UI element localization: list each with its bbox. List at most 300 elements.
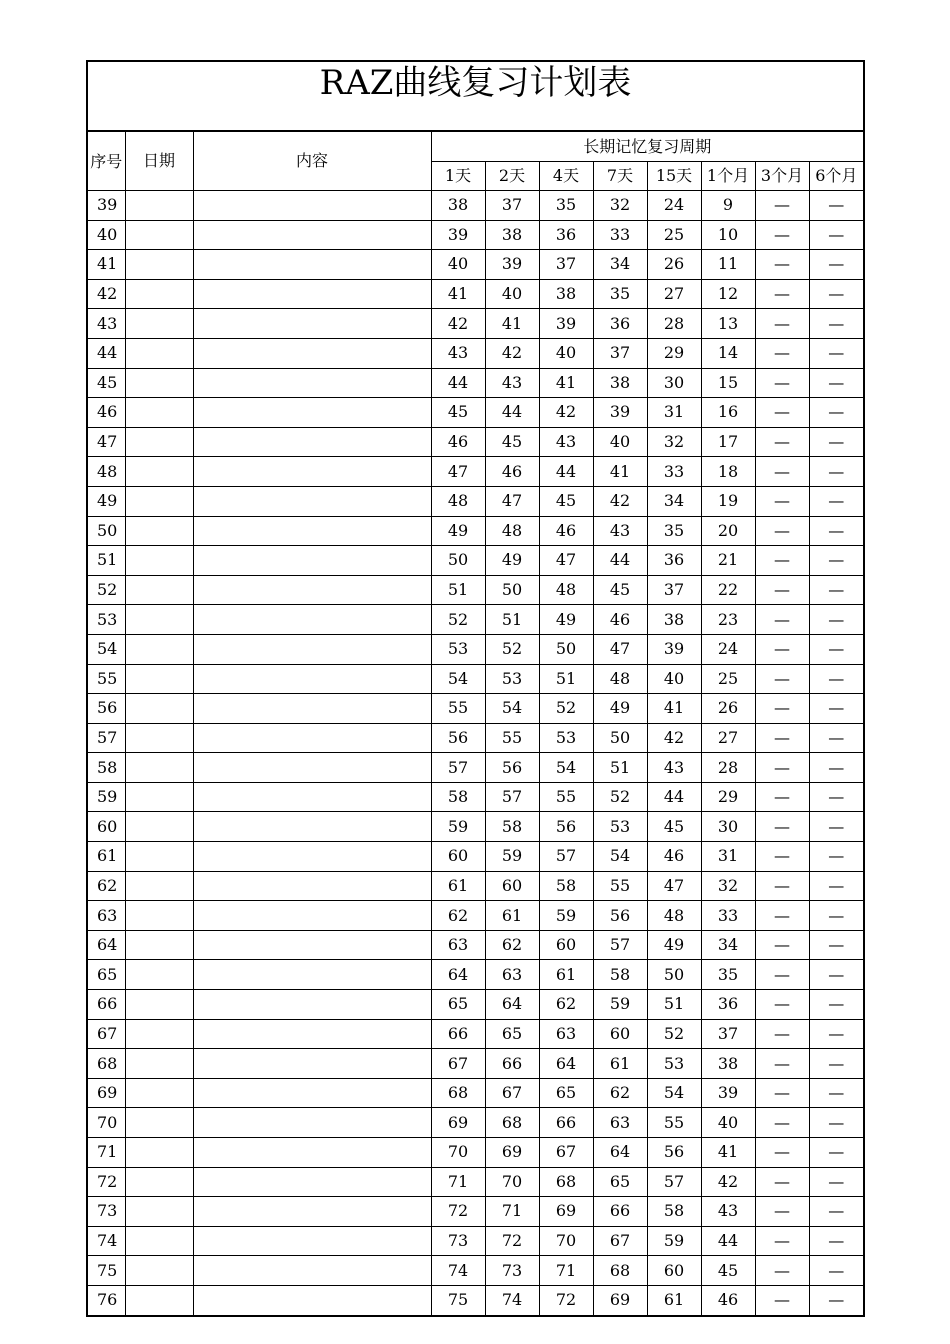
review-15-days: 56 (647, 1138, 701, 1168)
row-content-cell[interactable] (193, 1197, 431, 1227)
table-row (87, 427, 864, 457)
row-content-cell[interactable] (193, 457, 431, 487)
row-seq: 55 (87, 664, 125, 694)
review-7-days: 58 (593, 960, 647, 990)
review-7-days: 67 (593, 1226, 647, 1256)
review-1-day: 62 (431, 901, 485, 931)
row-date-cell[interactable] (125, 930, 193, 960)
review-3-months: — (755, 486, 809, 516)
review-3-months: — (755, 634, 809, 664)
review-7-days: 59 (593, 990, 647, 1020)
review-7-days: 64 (593, 1138, 647, 1168)
review-3-months: — (755, 1197, 809, 1227)
row-content-cell[interactable] (193, 990, 431, 1020)
review-3-months: — (755, 368, 809, 398)
row-seq: 71 (87, 1138, 125, 1168)
review-1-day: 72 (431, 1197, 485, 1227)
review-4-days: 66 (539, 1108, 593, 1138)
row-date-cell[interactable] (125, 842, 193, 872)
review-1-day: 42 (431, 309, 485, 339)
review-2-days: 72 (485, 1226, 539, 1256)
review-2-days: 65 (485, 1019, 539, 1049)
table-row (87, 1197, 864, 1227)
row-content-cell[interactable] (193, 1285, 431, 1315)
row-content-cell[interactable] (193, 516, 431, 546)
review-6-months: — (809, 782, 864, 812)
row-content-cell[interactable] (193, 368, 431, 398)
review-15-days: 44 (647, 782, 701, 812)
review-15-days: 47 (647, 871, 701, 901)
row-date-cell[interactable] (125, 634, 193, 664)
row-content-cell[interactable] (193, 1078, 431, 1108)
review-15-days: 32 (647, 427, 701, 457)
review-7-days: 63 (593, 1108, 647, 1138)
review-1-day: 60 (431, 842, 485, 872)
row-content-cell[interactable] (193, 220, 431, 250)
header-period-2-days: 2天 (485, 162, 539, 191)
row-date-cell[interactable] (125, 990, 193, 1020)
review-4-days: 62 (539, 990, 593, 1020)
row-content-cell[interactable] (193, 191, 431, 221)
row-seq: 48 (87, 457, 125, 487)
row-date-cell[interactable] (125, 1049, 193, 1079)
row-seq: 46 (87, 398, 125, 428)
review-6-months: — (809, 871, 864, 901)
header-date: 日期 (125, 131, 193, 191)
row-seq: 58 (87, 753, 125, 783)
review-1-month: 9 (701, 191, 755, 221)
review-1-month: 43 (701, 1197, 755, 1227)
row-content-cell[interactable] (193, 960, 431, 990)
review-7-days: 40 (593, 427, 647, 457)
row-content-cell[interactable] (193, 634, 431, 664)
row-content-cell[interactable] (193, 1138, 431, 1168)
review-7-days: 45 (593, 575, 647, 605)
row-content-cell[interactable] (193, 1167, 431, 1197)
table-row (87, 960, 864, 990)
review-3-months: — (755, 220, 809, 250)
review-1-day: 44 (431, 368, 485, 398)
review-7-days: 61 (593, 1049, 647, 1079)
review-1-month: 39 (701, 1078, 755, 1108)
review-3-months: — (755, 1078, 809, 1108)
row-content-cell[interactable] (193, 1108, 431, 1138)
review-1-month: 22 (701, 575, 755, 605)
row-content-cell[interactable] (193, 694, 431, 724)
review-4-days: 42 (539, 398, 593, 428)
row-date-cell[interactable] (125, 901, 193, 931)
row-date-cell[interactable] (125, 220, 193, 250)
review-7-days: 48 (593, 664, 647, 694)
review-6-months: — (809, 279, 864, 309)
row-content-cell[interactable] (193, 546, 431, 576)
review-1-month: 36 (701, 990, 755, 1020)
table-row (87, 516, 864, 546)
review-1-day: 51 (431, 575, 485, 605)
review-6-months: — (809, 516, 864, 546)
review-15-days: 45 (647, 812, 701, 842)
row-content-cell[interactable] (193, 1019, 431, 1049)
header-period-6-months: 6个月 (809, 162, 864, 191)
row-seq: 50 (87, 516, 125, 546)
review-1-month: 14 (701, 338, 755, 368)
review-6-months: — (809, 546, 864, 576)
row-date-cell[interactable] (125, 960, 193, 990)
review-1-day: 55 (431, 694, 485, 724)
row-content-cell[interactable] (193, 1049, 431, 1079)
review-2-days: 58 (485, 812, 539, 842)
review-15-days: 53 (647, 1049, 701, 1079)
row-date-cell[interactable] (125, 1167, 193, 1197)
review-6-months: — (809, 457, 864, 487)
row-seq: 56 (87, 694, 125, 724)
row-seq: 65 (87, 960, 125, 990)
review-1-day: 47 (431, 457, 485, 487)
review-15-days: 37 (647, 575, 701, 605)
review-15-days: 35 (647, 516, 701, 546)
row-date-cell[interactable] (125, 398, 193, 428)
review-3-months: — (755, 1285, 809, 1315)
row-date-cell[interactable] (125, 1226, 193, 1256)
row-seq: 72 (87, 1167, 125, 1197)
row-content-cell[interactable] (193, 338, 431, 368)
review-1-month: 17 (701, 427, 755, 457)
row-date-cell[interactable] (125, 191, 193, 221)
review-1-month: 29 (701, 782, 755, 812)
review-4-days: 71 (539, 1256, 593, 1286)
header-period-7-days: 7天 (593, 162, 647, 191)
row-date-cell[interactable] (125, 427, 193, 457)
header-seq: 序号 (87, 131, 125, 191)
row-seq: 67 (87, 1019, 125, 1049)
review-1-month: 31 (701, 842, 755, 872)
review-7-days: 49 (593, 694, 647, 724)
review-7-days: 46 (593, 605, 647, 635)
row-seq: 68 (87, 1049, 125, 1079)
row-date-cell[interactable] (125, 753, 193, 783)
review-1-month: 46 (701, 1285, 755, 1315)
row-seq: 49 (87, 486, 125, 516)
row-date-cell[interactable] (125, 1285, 193, 1315)
review-7-days: 52 (593, 782, 647, 812)
review-6-months: — (809, 634, 864, 664)
row-seq: 73 (87, 1197, 125, 1227)
review-6-months: — (809, 990, 864, 1020)
review-3-months: — (755, 990, 809, 1020)
review-7-days: 43 (593, 516, 647, 546)
table-row (87, 723, 864, 753)
review-4-days: 38 (539, 279, 593, 309)
review-7-days: 37 (593, 338, 647, 368)
review-4-days: 65 (539, 1078, 593, 1108)
review-2-days: 41 (485, 309, 539, 339)
row-content-cell[interactable] (193, 901, 431, 931)
table-row (87, 694, 864, 724)
review-1-month: 33 (701, 901, 755, 931)
row-date-cell[interactable] (125, 516, 193, 546)
row-content-cell[interactable] (193, 575, 431, 605)
row-date-cell[interactable] (125, 575, 193, 605)
row-content-cell[interactable] (193, 605, 431, 635)
row-date-cell[interactable] (125, 338, 193, 368)
review-3-months: — (755, 605, 809, 635)
table-row (87, 191, 864, 221)
row-date-cell[interactable] (125, 1108, 193, 1138)
review-6-months: — (809, 812, 864, 842)
table-row (87, 664, 864, 694)
review-1-day: 56 (431, 723, 485, 753)
table-row (87, 990, 864, 1020)
row-seq: 53 (87, 605, 125, 635)
review-2-days: 69 (485, 1138, 539, 1168)
review-2-days: 60 (485, 871, 539, 901)
review-3-months: — (755, 191, 809, 221)
review-3-months: — (755, 664, 809, 694)
header-period-4-days: 4天 (539, 162, 593, 191)
review-3-months: — (755, 812, 809, 842)
row-content-cell[interactable] (193, 398, 431, 428)
review-2-days: 66 (485, 1049, 539, 1079)
row-seq: 40 (87, 220, 125, 250)
review-4-days: 44 (539, 457, 593, 487)
review-1-month: 23 (701, 605, 755, 635)
review-6-months: — (809, 1197, 864, 1227)
row-content-cell[interactable] (193, 782, 431, 812)
review-6-months: — (809, 338, 864, 368)
row-date-cell[interactable] (125, 1138, 193, 1168)
row-date-cell[interactable] (125, 871, 193, 901)
review-15-days: 39 (647, 634, 701, 664)
review-1-month: 12 (701, 279, 755, 309)
review-7-days: 53 (593, 812, 647, 842)
row-date-cell[interactable] (125, 486, 193, 516)
review-4-days: 37 (539, 250, 593, 280)
row-seq: 43 (87, 309, 125, 339)
header-content: 内容 (193, 131, 431, 191)
row-date-cell[interactable] (125, 309, 193, 339)
row-date-cell[interactable] (125, 368, 193, 398)
review-1-day: 48 (431, 486, 485, 516)
review-1-month: 37 (701, 1019, 755, 1049)
review-1-day: 64 (431, 960, 485, 990)
review-6-months: — (809, 901, 864, 931)
review-2-days: 46 (485, 457, 539, 487)
review-3-months: — (755, 960, 809, 990)
review-6-months: — (809, 1108, 864, 1138)
review-15-days: 55 (647, 1108, 701, 1138)
row-seq: 51 (87, 546, 125, 576)
review-7-days: 36 (593, 309, 647, 339)
review-3-months: — (755, 1256, 809, 1286)
review-15-days: 46 (647, 842, 701, 872)
review-6-months: — (809, 220, 864, 250)
row-date-cell[interactable] (125, 1256, 193, 1286)
row-date-cell[interactable] (125, 664, 193, 694)
row-date-cell[interactable] (125, 812, 193, 842)
review-6-months: — (809, 250, 864, 280)
review-7-days: 41 (593, 457, 647, 487)
table-row (87, 1167, 864, 1197)
row-content-cell[interactable] (193, 1226, 431, 1256)
review-7-days: 55 (593, 871, 647, 901)
review-1-day: 43 (431, 338, 485, 368)
review-1-day: 59 (431, 812, 485, 842)
row-date-cell[interactable] (125, 1078, 193, 1108)
review-6-months: — (809, 486, 864, 516)
review-2-days: 53 (485, 664, 539, 694)
review-1-month: 25 (701, 664, 755, 694)
table-row (87, 605, 864, 635)
table-row (87, 842, 864, 872)
review-3-months: — (755, 516, 809, 546)
row-content-cell[interactable] (193, 427, 431, 457)
table-row (87, 782, 864, 812)
review-1-day: 67 (431, 1049, 485, 1079)
review-7-days: 32 (593, 191, 647, 221)
review-6-months: — (809, 398, 864, 428)
review-15-days: 43 (647, 753, 701, 783)
row-content-cell[interactable] (193, 664, 431, 694)
table-row (87, 1049, 864, 1079)
row-seq: 66 (87, 990, 125, 1020)
review-2-days: 47 (485, 486, 539, 516)
header-period-3-months: 3个月 (755, 162, 809, 191)
row-content-cell[interactable] (193, 723, 431, 753)
table-row (87, 220, 864, 250)
row-content-cell[interactable] (193, 309, 431, 339)
review-2-days: 50 (485, 575, 539, 605)
review-15-days: 24 (647, 191, 701, 221)
row-content-cell[interactable] (193, 930, 431, 960)
row-content-cell[interactable] (193, 486, 431, 516)
row-seq: 41 (87, 250, 125, 280)
review-2-days: 37 (485, 191, 539, 221)
review-15-days: 31 (647, 398, 701, 428)
review-6-months: — (809, 842, 864, 872)
review-1-day: 75 (431, 1285, 485, 1315)
review-4-days: 67 (539, 1138, 593, 1168)
review-15-days: 36 (647, 546, 701, 576)
review-3-months: — (755, 250, 809, 280)
review-1-day: 54 (431, 664, 485, 694)
review-1-month: 41 (701, 1138, 755, 1168)
review-1-month: 24 (701, 634, 755, 664)
table-row (87, 309, 864, 339)
review-2-days: 64 (485, 990, 539, 1020)
review-4-days: 51 (539, 664, 593, 694)
row-date-cell[interactable] (125, 1019, 193, 1049)
review-7-days: 62 (593, 1078, 647, 1108)
review-7-days: 33 (593, 220, 647, 250)
table-row (87, 1138, 864, 1168)
review-3-months: — (755, 309, 809, 339)
review-3-months: — (755, 457, 809, 487)
review-6-months: — (809, 1138, 864, 1168)
row-date-cell[interactable] (125, 457, 193, 487)
review-2-days: 67 (485, 1078, 539, 1108)
review-3-months: — (755, 398, 809, 428)
review-2-days: 39 (485, 250, 539, 280)
review-6-months: — (809, 191, 864, 221)
review-1-day: 69 (431, 1108, 485, 1138)
review-2-days: 70 (485, 1167, 539, 1197)
review-1-month: 40 (701, 1108, 755, 1138)
row-content-cell[interactable] (193, 842, 431, 872)
review-2-days: 48 (485, 516, 539, 546)
row-date-cell[interactable] (125, 694, 193, 724)
review-3-months: — (755, 279, 809, 309)
review-6-months: — (809, 930, 864, 960)
review-3-months: — (755, 871, 809, 901)
review-6-months: — (809, 1256, 864, 1286)
review-3-months: — (755, 1019, 809, 1049)
review-4-days: 47 (539, 546, 593, 576)
header-period-1-day: 1天 (431, 162, 485, 191)
row-seq: 70 (87, 1108, 125, 1138)
row-content-cell[interactable] (193, 279, 431, 309)
row-content-cell[interactable] (193, 812, 431, 842)
review-2-days: 43 (485, 368, 539, 398)
review-7-days: 35 (593, 279, 647, 309)
review-2-days: 57 (485, 782, 539, 812)
review-7-days: 66 (593, 1197, 647, 1227)
review-4-days: 56 (539, 812, 593, 842)
review-4-days: 53 (539, 723, 593, 753)
review-2-days: 73 (485, 1256, 539, 1286)
row-content-cell[interactable] (193, 250, 431, 280)
review-15-days: 30 (647, 368, 701, 398)
row-date-cell[interactable] (125, 782, 193, 812)
table-row (87, 250, 864, 280)
review-4-days: 48 (539, 575, 593, 605)
row-date-cell[interactable] (125, 1197, 193, 1227)
row-content-cell[interactable] (193, 1256, 431, 1286)
review-1-month: 20 (701, 516, 755, 546)
row-date-cell[interactable] (125, 250, 193, 280)
review-7-days: 69 (593, 1285, 647, 1315)
review-3-months: — (755, 782, 809, 812)
review-1-day: 40 (431, 250, 485, 280)
row-seq: 64 (87, 930, 125, 960)
review-2-days: 68 (485, 1108, 539, 1138)
row-date-cell[interactable] (125, 723, 193, 753)
row-seq: 74 (87, 1226, 125, 1256)
review-15-days: 41 (647, 694, 701, 724)
row-content-cell[interactable] (193, 871, 431, 901)
review-6-months: — (809, 664, 864, 694)
review-15-days: 61 (647, 1285, 701, 1315)
row-date-cell[interactable] (125, 605, 193, 635)
review-2-days: 56 (485, 753, 539, 783)
review-4-days: 49 (539, 605, 593, 635)
row-content-cell[interactable] (193, 753, 431, 783)
row-seq: 61 (87, 842, 125, 872)
row-date-cell[interactable] (125, 546, 193, 576)
row-date-cell[interactable] (125, 279, 193, 309)
review-6-months: — (809, 575, 864, 605)
review-3-months: — (755, 842, 809, 872)
review-3-months: — (755, 930, 809, 960)
review-3-months: — (755, 1108, 809, 1138)
review-1-month: 27 (701, 723, 755, 753)
row-seq: 47 (87, 427, 125, 457)
table-row (87, 575, 864, 605)
review-4-days: 57 (539, 842, 593, 872)
review-6-months: — (809, 605, 864, 635)
review-15-days: 38 (647, 605, 701, 635)
review-4-days: 58 (539, 871, 593, 901)
table-row (87, 457, 864, 487)
